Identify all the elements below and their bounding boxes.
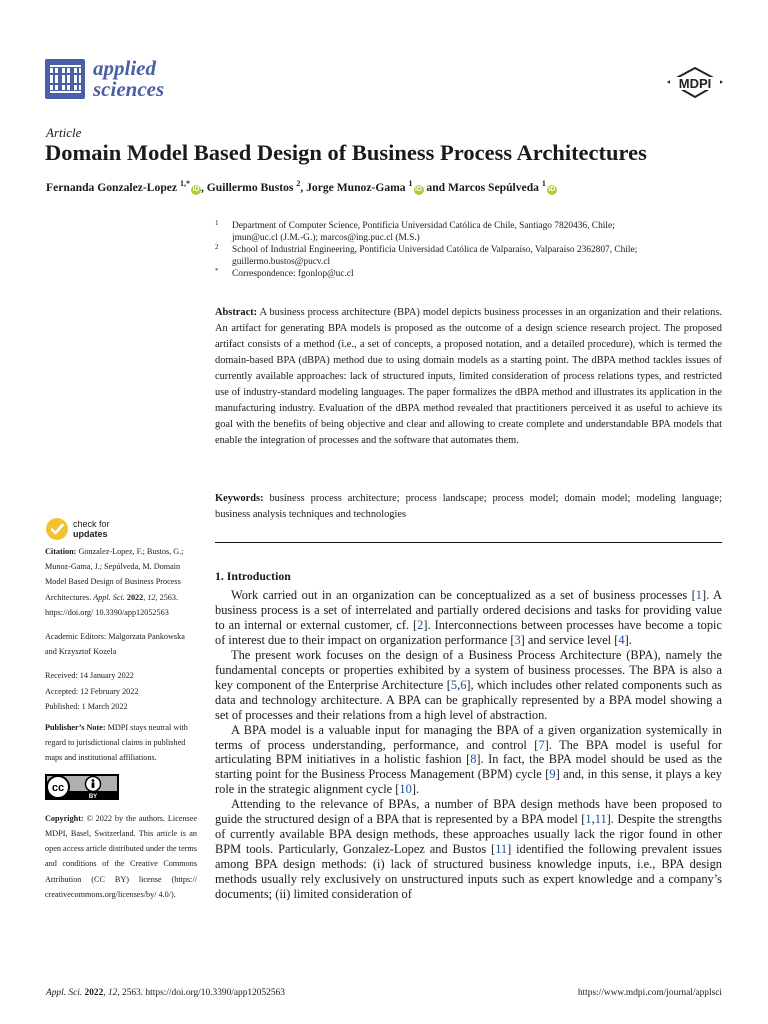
publisher-note-label: Publisher’s Note: [45, 723, 106, 733]
citation-link[interactable]: 11 [495, 842, 508, 857]
abstract-label: Abstract: [215, 307, 258, 318]
journal-name-line1: applied [93, 56, 156, 80]
citation-label: Citation: [45, 547, 77, 556]
affiliation-text: Department of Computer Science, Pontificia Universidad Católica de Chile, Santiago 7820436, Chile; [232, 221, 615, 231]
orcid-icon[interactable]: iD [548, 185, 556, 193]
journal-name-line2: sciences [93, 77, 165, 101]
affiliation-number: 1 [215, 219, 219, 227]
citation-text: Gonzalez-Lopez, F.; Bustos, G.; Munoz-Gama, J.; Sepúlveda, M. Domain Model Based Design of Business Process Architectures. [45, 547, 184, 602]
affiliation-text: School of Industrial Engineering, Pontificia Universidad Católica de Valparaíso, Valparaíso 2362807, Chile; [232, 244, 638, 255]
footer-volume: 12 [107, 988, 118, 998]
author-name: Marcos Sepúlveda [448, 180, 539, 194]
body-paragraph: Attending to the relevance of BPAs, a number of BPA design methods have been proposed to guide the structured design of a BPA that is represented by a BPA model [1,11]. Despite the strengths of currently available BPA design methods, these approaches usually lack the rigor found in other BPM tools. Particularly, Gonzalez-Lopez and Bustos [11] identified the following prevalent issues among BPA design methods: (i) lack of structured business knowledge inputs, i.e., BPA design methods usually rely exclusively on unstructured inputs such as expert knowledge and a company’s documents; (ii) limited consideration of [215, 797, 722, 902]
academic-editors: Academic Editors: Malgorzata Pankowska and Krzysztof Kozela [45, 632, 185, 657]
copyright-label: Copyright: [45, 813, 84, 823]
received-date: Received: 14 January 2022 [45, 671, 134, 681]
accepted-date: Accepted: 12 February 2022 [45, 686, 139, 696]
check-updates-line2: updates [73, 529, 108, 539]
author-affiliation-mark: 2 [296, 179, 301, 188]
page-title: Domain Model Based Design of Business Process Architectures [45, 140, 647, 165]
check-updates-icon [45, 517, 69, 541]
copyright-text: © 2022 by the authors. Licensee MDPI, Basel, Switzerland. This article is an open access article distributed under the terms and conditions of the Creative Commons Attribution (CC BY) license (https:// creativecommons.org/licenses/by/ 4.0/). [45, 813, 198, 899]
abstract [215, 305, 722, 449]
keywords-label: Keywords: [215, 493, 264, 504]
author-affiliation-mark: 1 [541, 179, 546, 188]
citation-link[interactable]: 4 [618, 632, 625, 647]
keywords [215, 491, 722, 523]
citation: Citation: Gonzalez-Lopez, F.; Bustos, G.; Munoz-Gama, J.; Sepúlveda, M. Domain Model Based Design of Business Process Architectures. Appl. Sci. 2022, 12, 2563. https://doi.org/ 10.3390/app12052563 [45, 547, 184, 617]
svg-text:cc: cc [51, 781, 65, 794]
journal-emblem-icon [45, 59, 85, 99]
citation-link[interactable]: 1 [585, 812, 592, 827]
author-affiliation-mark: 1 [408, 179, 413, 188]
section-heading: 1. Introduction [215, 569, 291, 583]
body-paragraph: Work carried out in an organization can be conceptualized as a set of business processes [1]. A business process is a set of interrelated and partially ordered decisions and tasks for providing value to an internal or external customer, cf. [2]. Interconnections between processes have become a topic of interest due to their impact on organization performance [3] and service level [4]. [215, 588, 722, 647]
affiliation-item [215, 242, 725, 269]
journal-logo[interactable] [45, 58, 164, 100]
publisher-name: MDPI [678, 76, 712, 91]
author-name: Fernanda Gonzalez-Lopez [46, 180, 178, 194]
affiliation-number: 2 [215, 242, 219, 251]
affiliation-item [215, 266, 725, 281]
citation-link[interactable]: 6 [460, 677, 467, 692]
check-updates-line1: check for [73, 519, 110, 529]
cc-by-label: BY [88, 793, 98, 800]
body-paragraph: A BPA model is a valuable input for managing the BPA of a given organization systemically in terms of process understanding, performance, and control [7]. The BPA model is useful for articulating BPM initiatives in a holistic fashion [8]. In fact, the BPA model should be used as the starting point for the Business Process Management (BPM) cycle [9] and, in this sense, it plays a key role in the strategic alignment cycle [10]. [215, 722, 722, 797]
citation-link[interactable]: 2 [417, 617, 424, 632]
author-list: Fernanda Gonzalez-Lopez $^{1,*}$iD , Guillermo Bustos $^2$, Jorge Munoz-Gama $^1$iD and Marcos Sepúlveda $^1$iD [46, 179, 556, 194]
citation-link[interactable]: 7 [538, 737, 545, 752]
citation-doi[interactable]: , 2563. https://doi.org/ 10.3390/app12052563 [45, 592, 179, 617]
affiliation-number: * [215, 266, 219, 275]
publisher-logo[interactable] [666, 67, 724, 104]
citation-link[interactable]: 9 [549, 767, 556, 782]
citation-link[interactable]: 8 [470, 752, 477, 767]
publisher-note [45, 720, 197, 766]
affiliation-email: guillermo.bustos@pucv.cl [232, 256, 331, 267]
cc-by-license-icon[interactable] [45, 774, 119, 800]
body-text [215, 588, 722, 902]
article-type: Article [46, 125, 82, 140]
journal-name [93, 58, 164, 100]
citation-link[interactable]: 1 [695, 588, 702, 602]
author-name: Jorge Munoz-Gama [306, 180, 406, 194]
footer-doi[interactable]: , 2563. https://doi.org/10.3390/app12052563 [117, 988, 285, 998]
check-for-updates-badge[interactable] [45, 517, 110, 541]
footer-citation: Appl. Sci. 2022, 12, 2563. https://doi.org/10.3390/app12052563 [46, 988, 285, 998]
author-name: Guillermo Bustos [206, 180, 294, 194]
body-paragraph: The present work focuses on the design of a Business Process Architecture (BPA), namely the fundamental concepts or properties exhibited by a system of business processes. The BPA is also a key component of the Enterprise Architecture [5,6], which includes other related components such as data and technology architecture. A BPA can be graphically represented by a BPA model showing a set of processes and their relations from a high level of abstraction. [215, 647, 722, 722]
citation-journal: Appl. Sci. [93, 592, 125, 602]
publisher-note-text: MDPI stays neutral with regard to jurisdictional claims in published maps and institutional affiliations. [45, 723, 188, 763]
copyright [45, 811, 197, 902]
footer-journal-url[interactable]: https://www.mdpi.com/journal/applsci [577, 988, 722, 998]
citation-volume: 12 [147, 592, 156, 602]
published-date: Published: 1 March 2022 [45, 701, 128, 711]
section-divider [215, 542, 722, 543]
author-affiliation-mark: 1,* [179, 179, 190, 188]
abstract-text: A business process architecture (BPA) model depicts business processes in an organization and their relations. An artifact for generating BPA models is proposed as the outcome of a design science research project. The proposed artifact consists of a method (i.e., a set of concepts, a proposed notation, and a detailed procedure), which is termed the domain-based BPA (dBPA) method due to using domain models as a starting point. The dBPA method tackles issues of currently available approaches: lack of structured inputs, limited consideration of process relations types, and restricted use of industry-standard modeling languages. The paper formalizes the dBPA method and illustrates its application in the manufacturing industry. Evaluation of the dBPA method revealed that practitioners perceived it as useful to achieve its goal with the benefits of being objective and clear and allowing to create complete and understandable BPA models that enable the integration of processes and the software that automates them. [215, 307, 722, 446]
affiliation-email: jmun@uc.cl (J.M.-G.); marcos@ing.puc.cl (M.S.) [232, 232, 420, 243]
affiliations [215, 221, 725, 281]
keywords-text: business process architecture; process landscape; process model; domain model; modeling language; business analysis techniques and technologies [215, 493, 722, 520]
citation-link[interactable]: 11 [594, 812, 607, 827]
footer-journal: Appl. Sci. [46, 988, 83, 998]
citation-link[interactable]: 3 [514, 632, 521, 647]
footer-year: 2022 [84, 988, 104, 998]
citation-link[interactable]: 5 [450, 677, 458, 692]
sidebar [45, 544, 197, 911]
citation-year: 2022 [126, 592, 144, 602]
orcid-icon[interactable]: iD [415, 185, 423, 193]
affiliation-text: Correspondence: fgonlop@uc.cl [232, 268, 354, 279]
dates [45, 668, 197, 714]
orcid-icon[interactable]: iD [192, 185, 200, 193]
citation-link[interactable]: 10 [399, 782, 412, 797]
affiliation-item [215, 221, 725, 245]
